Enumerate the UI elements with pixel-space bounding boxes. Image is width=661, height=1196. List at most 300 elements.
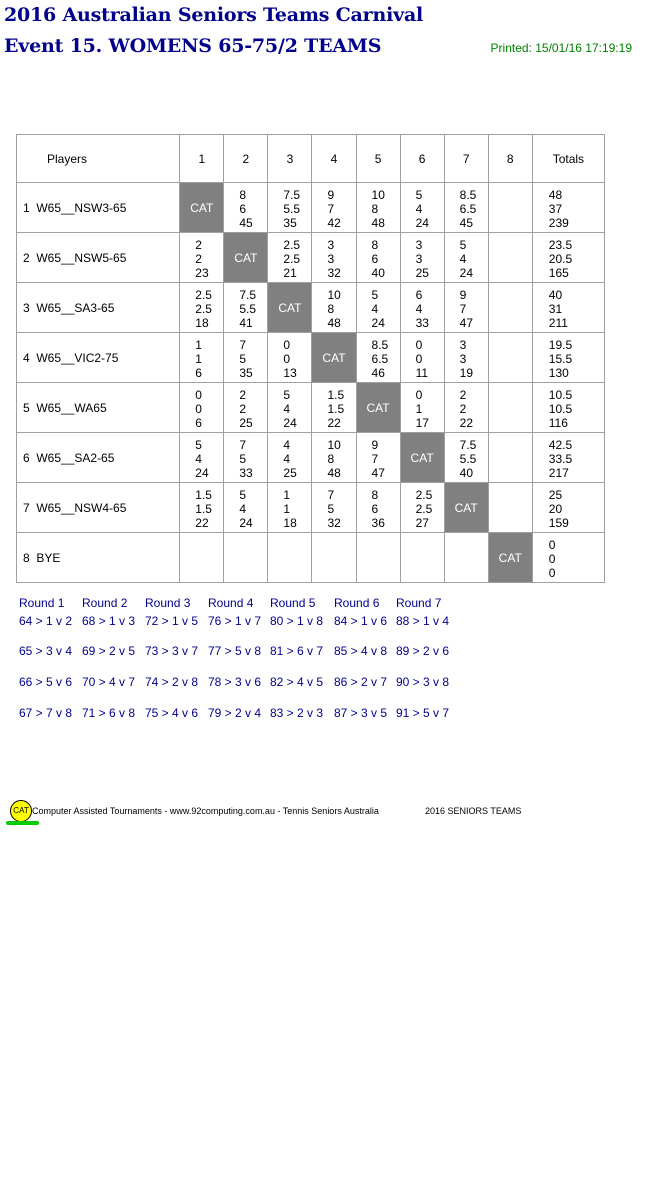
score-cell	[444, 283, 488, 333]
total-value: 25	[548, 487, 563, 502]
score-cell	[356, 533, 400, 583]
score-cell	[312, 283, 356, 333]
score-value: 1.5	[327, 387, 345, 402]
score-value: 48	[327, 465, 341, 480]
round-match: 81 > 6 v 7	[270, 644, 324, 658]
score-value: 7.5	[239, 287, 257, 302]
score-cell	[312, 233, 356, 283]
table-row	[17, 283, 605, 333]
score-cell	[400, 333, 444, 383]
score-value: 4	[283, 401, 291, 416]
round-label: Round 3	[145, 596, 191, 610]
score-value: 25	[415, 265, 429, 280]
score-value: 2.5	[195, 301, 212, 316]
column-header: 4	[312, 135, 356, 183]
score-cell	[224, 183, 268, 233]
score-value: 3	[327, 237, 335, 252]
score-value: 5.5	[239, 301, 257, 316]
total-value: 31	[548, 301, 563, 316]
score-cell	[224, 533, 268, 583]
score-value: 5	[459, 237, 467, 252]
cat-cell: CAT	[180, 183, 224, 233]
player-number: 3	[23, 300, 30, 315]
cat-cell: CAT	[400, 433, 444, 483]
column-header: 8	[488, 135, 532, 183]
cat-logo-icon[interactable]: CAT	[10, 800, 32, 822]
score-value: 8	[327, 301, 335, 316]
score-value: 5	[195, 437, 202, 452]
total-value: 33.5	[548, 451, 573, 466]
score-value: 0	[415, 351, 423, 366]
score-value: 33	[239, 465, 253, 480]
score-value: 4	[415, 201, 423, 216]
score-cell	[488, 283, 532, 333]
score-value: 24	[195, 465, 209, 480]
score-value: 23	[195, 265, 209, 280]
score-cell	[180, 383, 224, 433]
table-row	[17, 483, 605, 533]
score-value: 46	[371, 365, 385, 380]
totals-cell	[532, 183, 604, 233]
score-cell	[400, 233, 444, 283]
score-cell	[400, 283, 444, 333]
score-cell	[224, 283, 268, 333]
score-value: 1	[283, 501, 291, 516]
score-value: 2	[239, 401, 247, 416]
score-cell	[268, 333, 312, 383]
round-match: 79 > 2 v 4	[208, 706, 262, 720]
score-value: 13	[283, 365, 297, 380]
player-cell[interactable]	[17, 333, 180, 383]
totals-cell	[532, 533, 604, 583]
score-cell	[268, 183, 312, 233]
round-match: 64 > 1 v 2	[19, 614, 73, 628]
score-value: 6	[239, 201, 247, 216]
footer-event-label: 2016 SENIORS TEAMS	[425, 806, 522, 816]
score-cell	[268, 533, 312, 583]
score-value: 32	[327, 265, 341, 280]
round-match: 73 > 3 v 7	[145, 644, 199, 658]
total-value: 10.5	[548, 401, 573, 416]
score-cell	[356, 333, 400, 383]
player-cell[interactable]	[17, 433, 180, 483]
score-value: 5	[283, 387, 291, 402]
score-cell	[400, 483, 444, 533]
score-value: 25	[239, 415, 253, 430]
score-value: 7	[239, 337, 247, 352]
table-row	[17, 333, 605, 383]
score-cell	[180, 333, 224, 383]
score-value: 7.5	[459, 437, 477, 452]
player-cell[interactable]	[17, 283, 180, 333]
round-label: Round 2	[82, 596, 128, 610]
score-value: 2	[195, 251, 202, 266]
score-value: 24	[283, 415, 297, 430]
column-header: 5	[356, 135, 400, 183]
score-value: 10	[371, 187, 385, 202]
round-match: 86 > 2 v 7	[334, 675, 388, 689]
score-value: 4	[239, 501, 247, 516]
score-cell	[488, 433, 532, 483]
totals-cell	[532, 333, 604, 383]
score-value: 24	[239, 515, 253, 530]
score-value: 6	[371, 501, 379, 516]
round-match: 71 > 6 v 8	[82, 706, 136, 720]
player-name: W65__SA2-65	[36, 450, 115, 465]
score-value: 27	[415, 515, 429, 530]
round-match: 91 > 5 v 7	[396, 706, 450, 720]
score-value: 7	[459, 301, 467, 316]
totals-cell	[532, 233, 604, 283]
total-value: 165	[548, 265, 569, 280]
score-value: 8.5	[371, 337, 389, 352]
score-cell	[312, 183, 356, 233]
player-cell[interactable]	[17, 233, 180, 283]
total-value: 159	[548, 515, 569, 530]
score-value: 40	[371, 265, 385, 280]
score-value: 0	[415, 337, 423, 352]
player-cell[interactable]	[17, 483, 180, 533]
player-number: 6	[23, 450, 30, 465]
score-value: 17	[415, 415, 429, 430]
player-cell[interactable]	[17, 183, 180, 233]
cat-cell: CAT	[488, 533, 532, 583]
score-cell	[356, 283, 400, 333]
player-name: W65__NSW5-65	[36, 250, 127, 265]
score-value: 0	[195, 387, 202, 402]
score-value: 5	[327, 501, 335, 516]
score-value: 9	[327, 187, 335, 202]
score-cell	[268, 433, 312, 483]
score-value: 18	[195, 315, 209, 330]
score-value: 48	[371, 215, 385, 230]
score-value: 1	[195, 351, 202, 366]
score-value: 6	[195, 415, 202, 430]
score-value: 32	[327, 515, 341, 530]
score-cell	[444, 433, 488, 483]
total-value: 42.5	[548, 437, 573, 452]
score-value: 24	[415, 215, 429, 230]
score-value: 11	[415, 365, 429, 380]
score-value: 1	[415, 401, 423, 416]
total-value: 19.5	[548, 337, 573, 352]
score-cell	[180, 283, 224, 333]
score-cell	[268, 233, 312, 283]
table-row	[17, 233, 605, 283]
round-match: 67 > 7 v 8	[19, 706, 73, 720]
total-value: 0	[548, 537, 556, 552]
total-value: 20	[548, 501, 563, 516]
player-name: W65__SA3-65	[36, 300, 115, 315]
score-value: 45	[239, 215, 253, 230]
player-number: 5	[23, 400, 30, 415]
score-cell	[444, 333, 488, 383]
score-value: 7.5	[283, 187, 301, 202]
score-value: 0	[283, 337, 291, 352]
players-header: Players	[17, 135, 180, 183]
score-value: 19	[459, 365, 473, 380]
score-value: 3	[459, 351, 467, 366]
score-cell	[488, 233, 532, 283]
score-value: 5	[415, 187, 423, 202]
score-value: 1.5	[195, 501, 212, 516]
round-match: 90 > 3 v 8	[396, 675, 450, 689]
score-value: 3	[459, 337, 467, 352]
score-value: 10	[327, 437, 341, 452]
score-value: 3	[415, 237, 423, 252]
round-match: 68 > 1 v 3	[82, 614, 136, 628]
score-value: 8	[327, 451, 335, 466]
score-value: 45	[459, 215, 473, 230]
score-value: 2.5	[195, 287, 212, 302]
score-cell	[224, 433, 268, 483]
score-value: 24	[371, 315, 385, 330]
player-name: W65__NSW3-65	[36, 200, 127, 215]
score-value: 6.5	[371, 351, 389, 366]
total-value: 15.5	[548, 351, 573, 366]
round-match: 88 > 1 v 4	[396, 614, 450, 628]
player-cell[interactable]	[17, 533, 180, 583]
score-cell	[224, 483, 268, 533]
score-value: 3	[415, 251, 423, 266]
score-value: 5	[239, 351, 247, 366]
logo-underline	[6, 821, 39, 825]
score-cell	[488, 333, 532, 383]
score-cell	[312, 533, 356, 583]
score-value: 7	[239, 437, 247, 452]
round-match: 72 > 1 v 5	[145, 614, 199, 628]
cat-cell: CAT	[356, 383, 400, 433]
total-value: 0	[548, 565, 556, 580]
player-number: 4	[23, 350, 30, 365]
score-value: 4	[371, 301, 379, 316]
round-match: 80 > 1 v 8	[270, 614, 324, 628]
score-value: 6	[415, 287, 423, 302]
player-number: 8	[23, 550, 30, 565]
score-value: 0	[283, 351, 291, 366]
total-value: 40	[548, 287, 563, 302]
totals-cell	[532, 433, 604, 483]
score-cell	[400, 533, 444, 583]
round-label: Round 1	[19, 596, 65, 610]
column-header: 6	[400, 135, 444, 183]
score-value: 21	[283, 265, 297, 280]
totals-cell	[532, 283, 604, 333]
player-number: 1	[23, 200, 30, 215]
event-title: Event 15. WOMENS 65-75/2 TEAMS	[4, 35, 382, 57]
score-value: 42	[327, 215, 341, 230]
score-value: 2.5	[415, 501, 433, 516]
score-value: 4	[195, 451, 202, 466]
score-value: 10	[327, 287, 341, 302]
score-cell	[444, 383, 488, 433]
cat-cell: CAT	[444, 483, 488, 533]
score-value: 7	[327, 201, 335, 216]
score-value: 6.5	[459, 201, 477, 216]
score-value: 33	[415, 315, 429, 330]
player-name: W65__WA65	[36, 400, 107, 415]
score-cell	[268, 483, 312, 533]
cat-cell: CAT	[224, 233, 268, 283]
score-value: 2.5	[283, 237, 301, 252]
score-value: 4	[415, 301, 423, 316]
score-value: 2	[459, 401, 467, 416]
score-value: 3	[327, 251, 335, 266]
score-cell	[356, 483, 400, 533]
score-value: 24	[459, 265, 473, 280]
score-value: 5.5	[459, 451, 477, 466]
round-label: Round 7	[396, 596, 442, 610]
score-cell	[444, 533, 488, 583]
table-row	[17, 433, 605, 483]
round-match: 87 > 3 v 5	[334, 706, 388, 720]
page-title: 2016 Australian Seniors Teams Carnival	[4, 4, 424, 26]
score-cell	[180, 433, 224, 483]
totals-cell	[532, 383, 604, 433]
table-row	[17, 533, 605, 583]
score-value: 47	[371, 465, 385, 480]
player-name: W65__VIC2-75	[36, 350, 119, 365]
score-cell	[312, 483, 356, 533]
total-value: 130	[548, 365, 569, 380]
score-cell	[400, 183, 444, 233]
score-cell	[224, 383, 268, 433]
round-match: 75 > 4 v 6	[145, 706, 199, 720]
score-value: 5	[371, 287, 379, 302]
total-value: 211	[548, 315, 568, 330]
score-value: 8	[371, 487, 379, 502]
total-value: 48	[548, 187, 563, 202]
table-row	[17, 183, 605, 233]
score-cell	[180, 533, 224, 583]
score-value: 2.5	[415, 487, 433, 502]
score-value: 8	[239, 187, 247, 202]
round-match: 69 > 2 v 5	[82, 644, 136, 658]
score-value: 5	[239, 451, 247, 466]
score-cell	[444, 233, 488, 283]
header-row	[17, 135, 605, 183]
printed-timestamp: Printed: 15/01/16 17:19:19	[490, 41, 632, 55]
score-value: 6	[195, 365, 202, 380]
footer-credit: Computer Assisted Tournaments - www.92computing.com.au - Tennis Seniors Australia	[32, 806, 379, 816]
score-value: 4	[283, 437, 291, 452]
score-value: 5.5	[283, 201, 301, 216]
score-value: 36	[371, 515, 385, 530]
results-grid	[16, 134, 605, 583]
round-match: 89 > 2 v 6	[396, 644, 450, 658]
table-row	[17, 383, 605, 433]
round-match: 78 > 3 v 6	[208, 675, 262, 689]
round-match: 84 > 1 v 6	[334, 614, 388, 628]
score-cell	[356, 233, 400, 283]
player-name: BYE	[36, 550, 61, 565]
column-header: 7	[444, 135, 488, 183]
round-match: 66 > 5 v 6	[19, 675, 73, 689]
player-name: W65__NSW4-65	[36, 500, 127, 515]
score-value: 8	[371, 201, 379, 216]
score-value: 4	[459, 251, 467, 266]
totals-header: Totals	[532, 135, 604, 183]
column-header: 2	[224, 135, 268, 183]
score-value: 0	[195, 401, 202, 416]
score-cell	[356, 433, 400, 483]
score-value: 22	[327, 415, 341, 430]
score-value: 18	[283, 515, 297, 530]
score-cell	[268, 383, 312, 433]
column-header: 3	[268, 135, 312, 183]
player-cell[interactable]	[17, 383, 180, 433]
round-label: Round 6	[334, 596, 380, 610]
score-value: 35	[283, 215, 297, 230]
score-value: 41	[239, 315, 253, 330]
footer	[6, 797, 566, 829]
score-cell	[444, 183, 488, 233]
round-match: 65 > 3 v 4	[19, 644, 73, 658]
round-match: 70 > 4 v 7	[82, 675, 136, 689]
score-value: 2	[195, 237, 202, 252]
score-value: 9	[371, 437, 379, 452]
total-value: 116	[548, 415, 568, 430]
score-cell	[224, 333, 268, 383]
score-cell	[180, 483, 224, 533]
score-cell	[312, 383, 356, 433]
round-match: 76 > 1 v 7	[208, 614, 262, 628]
score-cell	[400, 383, 444, 433]
column-header: 1	[180, 135, 224, 183]
total-value: 0	[548, 551, 556, 566]
score-cell	[312, 433, 356, 483]
round-label: Round 4	[208, 596, 254, 610]
score-cell	[488, 383, 532, 433]
total-value: 239	[548, 215, 569, 230]
total-value: 10.5	[548, 387, 573, 402]
score-cell	[488, 483, 532, 533]
score-value: 7	[327, 487, 335, 502]
score-value: 47	[459, 315, 473, 330]
total-value: 37	[548, 201, 563, 216]
totals-cell	[532, 483, 604, 533]
score-cell	[356, 183, 400, 233]
total-value: 23.5	[548, 237, 573, 252]
round-match: 85 > 4 v 8	[334, 644, 388, 658]
cat-cell: CAT	[312, 333, 356, 383]
score-value: 1	[195, 337, 202, 352]
player-number: 2	[23, 250, 30, 265]
total-value: 20.5	[548, 251, 573, 266]
round-match: 74 > 2 v 8	[145, 675, 199, 689]
score-cell	[180, 233, 224, 283]
round-match: 77 > 5 v 8	[208, 644, 262, 658]
score-value: 22	[459, 415, 473, 430]
score-value: 35	[239, 365, 253, 380]
player-number: 7	[23, 500, 30, 515]
score-value: 6	[371, 251, 379, 266]
score-value: 9	[459, 287, 467, 302]
score-value: 2.5	[283, 251, 301, 266]
score-value: 5	[239, 487, 247, 502]
score-value: 2	[459, 387, 467, 402]
score-value: 1.5	[327, 401, 345, 416]
score-value: 0	[415, 387, 423, 402]
score-value: 25	[283, 465, 297, 480]
score-value: 2	[239, 387, 247, 402]
score-value: 40	[459, 465, 473, 480]
score-value: 48	[327, 315, 341, 330]
score-cell	[488, 183, 532, 233]
round-match: 82 > 4 v 5	[270, 675, 324, 689]
cat-cell: CAT	[268, 283, 312, 333]
score-value: 7	[371, 451, 379, 466]
